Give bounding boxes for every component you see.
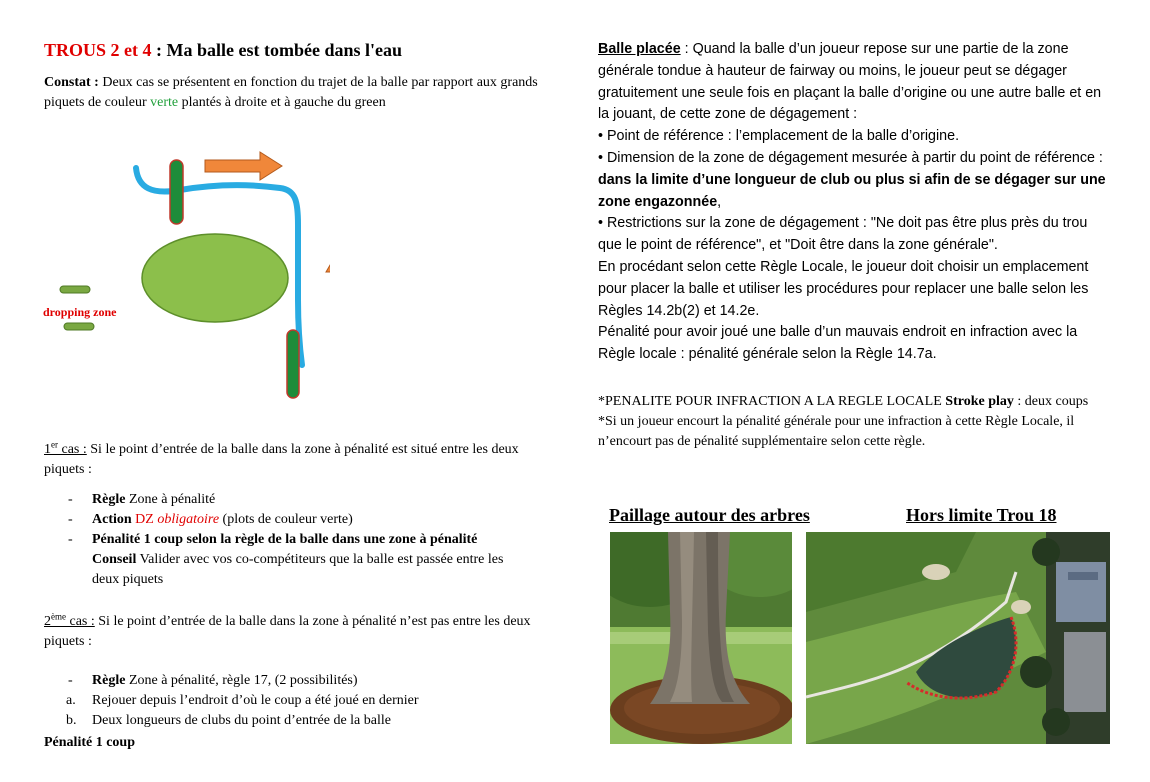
case-2-option-b: Deux longueurs de clubs du point d’entrée de la balle xyxy=(92,713,391,728)
dash-marker: - xyxy=(68,673,73,688)
case-1-sup: er xyxy=(51,439,58,450)
case-2-item-regle xyxy=(92,671,358,691)
green-ellipse xyxy=(142,234,288,322)
case-1-paragraph xyxy=(44,440,544,480)
dash-marker: - xyxy=(68,532,73,547)
constat-label: Constat : xyxy=(44,75,99,90)
photo-caption-mulch: Paillage autour des arbres xyxy=(609,505,810,525)
bullet-dimension-text: • Dimension de la zone de dégagement mesurée à partir du point de référence : xyxy=(598,149,1103,166)
constat-text-1: Deux cas se présentent en fonction du trajet de la balle par rapport aux grands piquets de couleur xyxy=(44,75,538,110)
penalty-paragraph: Pénalité pour avoir joué une balle d’un mauvais endroit en infraction avec la Règle locale : pénalité générale selon la Règle 14.7a. xyxy=(598,324,1078,363)
balle-placee-intro xyxy=(598,39,1108,126)
dash-marker: - xyxy=(68,512,73,527)
constat-text-2: plantés à droite et à gauche du green xyxy=(178,95,386,110)
bullet-dimension xyxy=(598,148,1108,213)
case-2-label xyxy=(44,611,95,629)
procedure-paragraph: En procédant selon cette Règle Locale, le joueur doit choisir un emplacement pour placer la balle et utiliser les procédures pour replacer une balle selon les Règles 14.2b(2) et 14.2e. xyxy=(598,258,1089,319)
case-1-num: 1 xyxy=(44,442,51,457)
case-1-item-regle xyxy=(92,490,215,510)
bullet-dimension-bold: dans la limite d’une longueur de club ou plus si afin de se dégager sur une zone engazonnée xyxy=(598,171,1106,210)
constat-paragraph xyxy=(44,73,554,113)
item-bold: Action xyxy=(92,512,132,527)
penalty-note-1-end: : deux coups xyxy=(1013,394,1089,409)
dropping-plot-top xyxy=(60,286,90,293)
item-bold: Règle xyxy=(92,673,126,688)
page-title xyxy=(44,40,402,61)
balle-placee-block xyxy=(598,39,1108,366)
bullet-dimension-end: , xyxy=(717,193,722,210)
case-2-penalty: Pénalité 1 coup xyxy=(44,735,135,750)
bullet-reference-point: • Point de référence : l’emplacement de la balle d’origine. xyxy=(598,128,960,145)
green-stake-bottom xyxy=(287,330,299,398)
item-red: DZ xyxy=(131,512,154,527)
item-text: Valider avec vos co-compétiteurs que la balle est passée entre les xyxy=(136,552,504,567)
item-bold: Pénalité 1 coup selon la règle de la balle dans une zone à pénalité xyxy=(92,532,478,547)
item-bold: Règle xyxy=(92,492,126,507)
dropping-zone-label: dropping zone xyxy=(43,305,117,319)
photo-caption-out-of-bounds: Hors limite Trou 18 xyxy=(906,505,1057,525)
item-text: Zone à pénalité, règle 17, (2 possibilités) xyxy=(125,673,358,688)
aerial-out-of-bounds-photo xyxy=(806,532,1110,744)
item-text: Zone à pénalité xyxy=(125,492,216,507)
green-diagram xyxy=(30,150,330,410)
tree-mulch-photo xyxy=(610,532,792,744)
item-bold: Conseil xyxy=(92,552,137,567)
list-marker-b: b. xyxy=(66,713,77,728)
arrow-right-icon xyxy=(205,152,282,180)
case-2-rest: cas : xyxy=(66,614,95,629)
item-red-italic: obligatoire xyxy=(153,512,220,527)
case-2-paragraph xyxy=(44,612,544,652)
case-2-text: Si le point d’entrée de la balle dans la zone à pénalité n’est pas entre les deux piquets : xyxy=(44,614,531,649)
dash-marker: - xyxy=(68,492,73,507)
case-1-label xyxy=(44,439,87,457)
green-stake-top xyxy=(170,160,183,224)
case-1-rest: cas : xyxy=(58,442,87,457)
penalty-note-1-bold: Stroke play xyxy=(945,394,1014,409)
case-1-item-penalite xyxy=(92,530,477,550)
case-2-num: 2 xyxy=(44,614,51,629)
constat-green-word: verte xyxy=(150,95,179,110)
dropping-plot-bottom xyxy=(64,323,94,330)
penalty-note-2: *Si un joueur encourt la pénalité générale pour une infraction à cette Règle Locale, il n’encourt pas de pénalité supplémentaire selon cette règle. xyxy=(598,414,1075,449)
case-1-item-conseil xyxy=(92,550,503,570)
case-2-sup: ème xyxy=(51,611,66,622)
bullet-restrictions: • Restrictions sur la zone de dégagement : "Ne doit pas être plus près du trou que le point de référence", et "Doit être dans la zone générale". xyxy=(598,215,1088,254)
arrow-up-shape xyxy=(326,248,330,332)
list-marker-a: a. xyxy=(66,693,76,708)
balle-placee-text: : Quand la balle d’un joueur repose sur une partie de la zone générale tondue à hauteur de fairway ou moins, le joueur peut se dégager gratuitement une seule fois en plaçant la balle d’origine ou une autre balle et en la jouant, de cette zone de dégagement : xyxy=(598,41,1102,123)
penalty-notes xyxy=(598,392,1113,452)
title-text: : Ma balle est tombée dans l'eau xyxy=(151,40,402,60)
case-1-text: Si le point d’entrée de la balle dans la zone à pénalité est situé entre les deux piquets : xyxy=(44,442,519,477)
balle-placee-label: Balle placée xyxy=(598,41,681,57)
penalty-note-1-text: *PENALITE POUR INFRACTION A LA REGLE LOCALE xyxy=(598,394,946,409)
title-hole-numbers: TROUS 2 et 4 xyxy=(44,40,152,60)
item-text: (plots de couleur verte) xyxy=(219,512,353,527)
case-1-item-conseil-cont: deux piquets xyxy=(92,572,164,587)
case-2-option-a: Rejouer depuis l’endroit d’où le coup a été joué en dernier xyxy=(92,693,419,708)
case-1-item-action xyxy=(92,510,353,530)
penalty-note-1 xyxy=(598,392,1113,412)
